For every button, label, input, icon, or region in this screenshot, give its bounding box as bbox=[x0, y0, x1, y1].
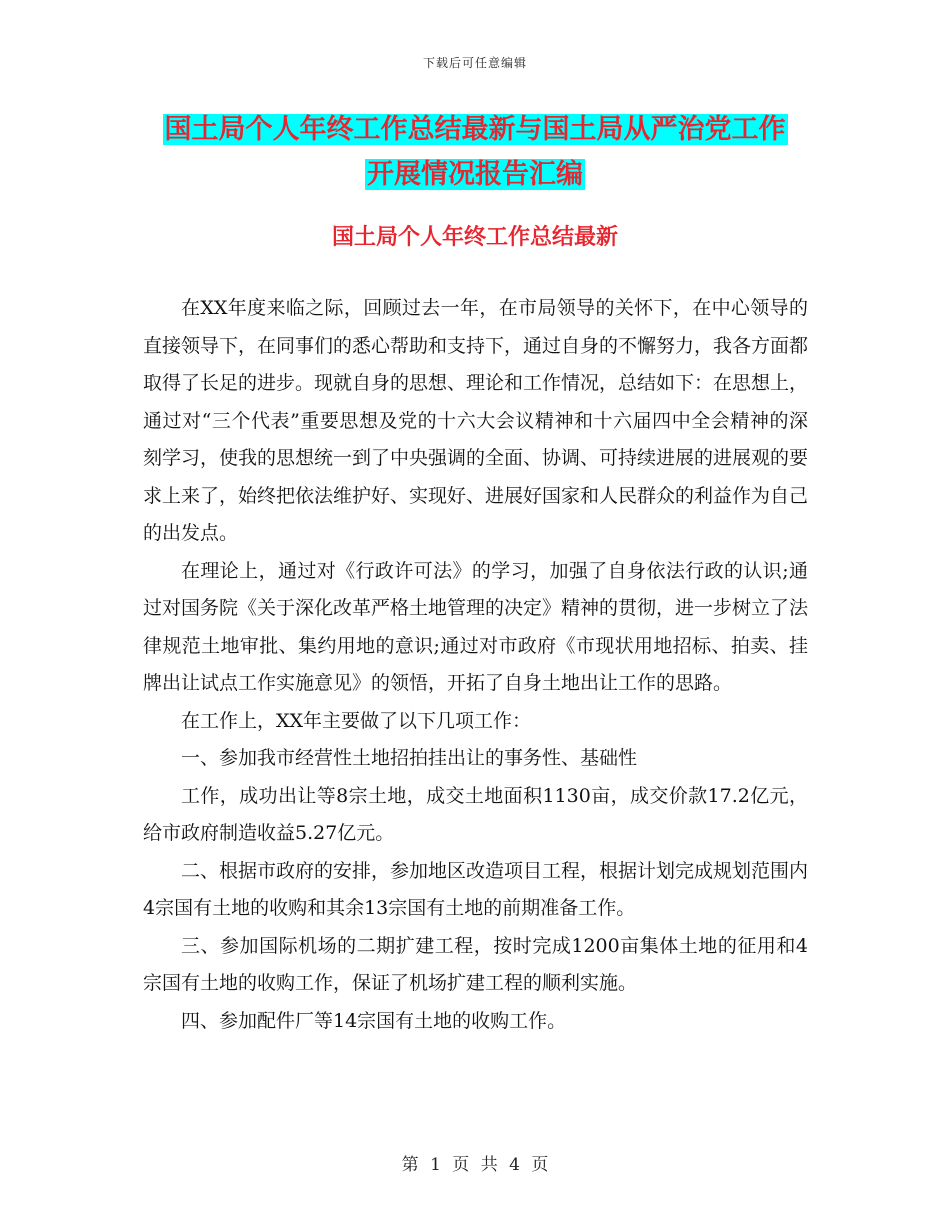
paragraph-8: 四、参加配件厂等14宗国有土地的收购工作。 bbox=[181, 1009, 567, 1032]
paragraph-7: 三、参加国际机场的二期扩建工程，按时完成1200亩集体土地的征用和4宗国有土地的收购工作，保证了机场扩建工程的顺利实施。 bbox=[143, 934, 808, 994]
document-title-line-2 bbox=[0, 155, 950, 195]
document-title-text-1: 国土局个人年终工作总结最新与国土局从严治党工作 bbox=[164, 114, 786, 145]
paragraph-1: 在XX年度来临之际，回顾过去一年，在市局领导的关怀下，在中心领导的直接领导下，在同事们的悉心帮助和支持下，通过自身的不懈努力，我各方面都取得了长足的进步。现就自身的思想、理论和工作情况，总结如下：在思想上，通过对“三个代表”重要思想及党的十六大会议精神和十六届四中全会精神的深刻学习，使我的思想统一到了中央强调的全面、协调、可持续进展的进展观的要求上来了，始终把依法维护好、实现好、进展好国家和人民群众的利益作为自己的出发点。 bbox=[143, 297, 809, 544]
paragraph-4: 一、参加我市经营性土地招拍挂出让的事务性、基础性 bbox=[181, 747, 638, 769]
paragraph-6: 二、根据市政府的安排，参加地区改造项目工程，根据计划完成规划范围内4宗国有土地的收购和其余13宗国有土地的前期准备工作。 bbox=[143, 859, 809, 919]
paragraph-3: 在工作上，XX年主要做了以下几项工作： bbox=[181, 709, 532, 732]
paragraph-2: 在理论上，通过对《行政许可法》的学习，加强了自身依法行政的认识;通过对国务院《关于深化改革严格土地管理的决定》精神的贯彻，进一步树立了法律规范土地审批、集约用地的意识;通过对市政府《市现状用地招标、拍卖、挂牌出让试点工作实施意见》的领悟，开拓了自身土地出让工作的思路。 bbox=[143, 559, 809, 694]
page-number-footer: 第 1 页 共 4 页 bbox=[401, 1155, 549, 1175]
document-title-text-2: 开展情况报告汇编 bbox=[367, 159, 583, 190]
document-body bbox=[143, 290, 808, 1040]
page-header-note: 下载后可任意编辑 bbox=[422, 56, 527, 70]
paragraph-5: 工作，成功出让等8宗土地，成交土地面积1130亩，成交价款17.2亿元，给市政府制造收益5.27亿元。 bbox=[143, 784, 808, 844]
section-title: 国土局个人年终工作总结最新 bbox=[331, 224, 618, 250]
document-title-line-1 bbox=[0, 110, 950, 150]
